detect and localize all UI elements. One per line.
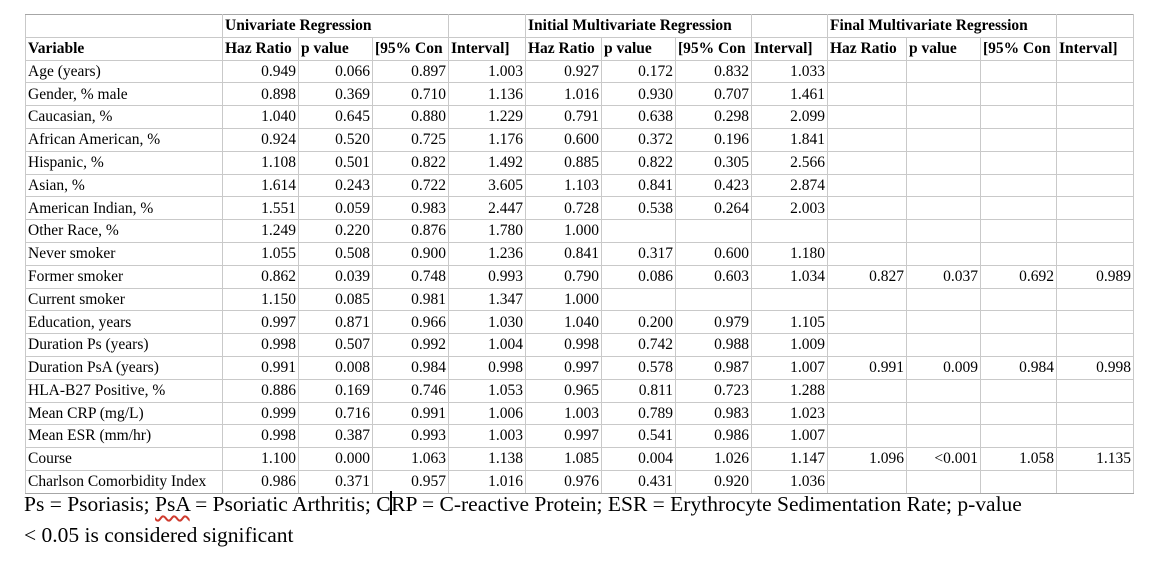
value-cell[interactable] [981, 311, 1057, 334]
value-cell[interactable] [1057, 242, 1134, 265]
value-cell[interactable]: 1.000 [526, 288, 602, 311]
value-cell[interactable] [1057, 197, 1134, 220]
value-cell[interactable]: 1.347 [449, 288, 526, 311]
value-cell[interactable]: 0.981 [373, 288, 449, 311]
value-cell[interactable]: 0.876 [373, 220, 449, 243]
variable-cell[interactable]: Course [26, 448, 223, 471]
value-cell[interactable]: 0.039 [299, 265, 373, 288]
value-cell[interactable]: 0.920 [676, 470, 752, 493]
value-cell[interactable] [907, 83, 981, 106]
column-header-haz-ratio[interactable]: Haz Ratio [526, 37, 602, 60]
value-cell[interactable]: 0.991 [223, 356, 299, 379]
regression-results-table [25, 14, 1134, 494]
variable-cell[interactable]: Never smoker [26, 242, 223, 265]
value-cell[interactable] [1057, 288, 1134, 311]
value-cell[interactable]: 0.979 [676, 311, 752, 334]
value-cell[interactable] [907, 334, 981, 357]
value-cell[interactable]: 1.138 [449, 448, 526, 471]
value-cell[interactable]: 1.288 [752, 379, 828, 402]
variable-cell[interactable]: Charlson Comorbidity Index [26, 470, 223, 493]
value-cell[interactable]: 0.986 [676, 425, 752, 448]
value-cell[interactable]: 0.991 [828, 356, 907, 379]
variable-cell[interactable]: Duration Ps (years) [26, 334, 223, 357]
value-cell[interactable] [676, 220, 752, 243]
value-cell[interactable]: 1.108 [223, 151, 299, 174]
value-cell[interactable]: 0.885 [526, 151, 602, 174]
column-header--95-con[interactable]: [95% Con [373, 37, 449, 60]
value-cell[interactable]: 0.998 [526, 334, 602, 357]
table-row [26, 334, 1134, 357]
value-cell[interactable] [907, 151, 981, 174]
value-cell[interactable]: 0.983 [373, 197, 449, 220]
value-cell[interactable]: 0.372 [602, 128, 676, 151]
value-cell[interactable]: 1.236 [449, 242, 526, 265]
value-cell[interactable]: 0.725 [373, 128, 449, 151]
value-cell[interactable] [828, 106, 907, 129]
value-cell[interactable]: 0.930 [602, 83, 676, 106]
value-cell[interactable]: 0.897 [373, 60, 449, 83]
value-cell[interactable]: 0.924 [223, 128, 299, 151]
value-cell[interactable] [907, 379, 981, 402]
value-cell[interactable] [907, 288, 981, 311]
value-cell[interactable]: 0.746 [373, 379, 449, 402]
value-cell[interactable]: 1.780 [449, 220, 526, 243]
table-row [26, 356, 1134, 379]
value-cell[interactable]: 1.003 [526, 402, 602, 425]
variable-cell[interactable]: Other Race, % [26, 220, 223, 243]
value-cell[interactable]: 1.492 [449, 151, 526, 174]
value-cell[interactable] [907, 174, 981, 197]
value-cell[interactable]: 1.551 [223, 197, 299, 220]
table-row [26, 288, 1134, 311]
value-cell[interactable] [1057, 334, 1134, 357]
value-cell[interactable]: 0.742 [602, 334, 676, 357]
value-cell[interactable] [828, 402, 907, 425]
variable-cell[interactable]: Gender, % male [26, 83, 223, 106]
value-cell[interactable]: 0.949 [223, 60, 299, 83]
value-cell[interactable] [1057, 425, 1134, 448]
variable-cell[interactable]: Former smoker [26, 265, 223, 288]
value-cell[interactable] [828, 334, 907, 357]
value-cell[interactable] [828, 83, 907, 106]
value-cell[interactable] [828, 288, 907, 311]
value-cell[interactable]: 1.150 [223, 288, 299, 311]
value-cell[interactable]: 1.000 [526, 220, 602, 243]
footnote-text-line2: < 0.05 is considered significant [24, 523, 294, 547]
footnote-misspelled-word: PsA [155, 492, 190, 516]
value-cell[interactable]: 1.007 [752, 356, 828, 379]
value-cell[interactable]: 1.040 [223, 106, 299, 129]
value-cell[interactable] [907, 197, 981, 220]
value-cell[interactable] [907, 128, 981, 151]
value-cell[interactable] [1057, 151, 1134, 174]
value-cell[interactable]: 0.880 [373, 106, 449, 129]
value-cell[interactable]: 0.645 [299, 106, 373, 129]
value-cell[interactable]: 0.243 [299, 174, 373, 197]
value-cell[interactable]: 0.086 [602, 265, 676, 288]
value-cell[interactable]: 2.003 [752, 197, 828, 220]
value-cell[interactable]: 0.988 [676, 334, 752, 357]
value-cell[interactable]: 1.180 [752, 242, 828, 265]
column-header--95-con[interactable]: [95% Con [676, 37, 752, 60]
value-cell[interactable]: 1.058 [981, 448, 1057, 471]
value-cell[interactable] [828, 128, 907, 151]
value-cell[interactable]: 0.387 [299, 425, 373, 448]
table-head [26, 15, 1134, 61]
value-cell[interactable]: 2.566 [752, 151, 828, 174]
value-cell[interactable]: 1.229 [449, 106, 526, 129]
value-cell[interactable]: 2.447 [449, 197, 526, 220]
value-cell[interactable] [1057, 220, 1134, 243]
section-title-1[interactable]: Univariate Regression [223, 15, 449, 38]
value-cell[interactable]: 0.305 [676, 151, 752, 174]
value-cell[interactable] [981, 60, 1057, 83]
value-cell[interactable]: 0.538 [602, 197, 676, 220]
value-cell[interactable] [981, 425, 1057, 448]
value-cell[interactable]: 0.992 [373, 334, 449, 357]
value-cell[interactable]: 0.722 [373, 174, 449, 197]
value-cell[interactable]: 0.997 [526, 356, 602, 379]
table-row [26, 197, 1134, 220]
table-row [26, 242, 1134, 265]
variable-cell[interactable]: Hispanic, % [26, 151, 223, 174]
value-cell[interactable] [907, 402, 981, 425]
value-cell[interactable] [828, 242, 907, 265]
value-cell[interactable]: 1.033 [752, 60, 828, 83]
value-cell[interactable]: 0.508 [299, 242, 373, 265]
value-cell[interactable] [1057, 106, 1134, 129]
value-cell[interactable] [907, 311, 981, 334]
value-cell[interactable]: 3.605 [449, 174, 526, 197]
value-cell[interactable] [1057, 128, 1134, 151]
variable-cell[interactable]: Asian, % [26, 174, 223, 197]
value-cell[interactable]: 0.898 [223, 83, 299, 106]
value-cell[interactable]: 0.004 [602, 448, 676, 471]
value-cell[interactable] [676, 288, 752, 311]
value-cell[interactable]: 1.023 [752, 402, 828, 425]
value-cell[interactable]: 0.822 [373, 151, 449, 174]
value-cell[interactable]: 1.614 [223, 174, 299, 197]
value-cell[interactable]: 1.003 [449, 60, 526, 83]
value-cell[interactable] [907, 425, 981, 448]
value-cell[interactable] [828, 311, 907, 334]
value-cell[interactable] [1057, 379, 1134, 402]
table-row [26, 448, 1134, 471]
value-cell[interactable]: 0.200 [602, 311, 676, 334]
value-cell[interactable]: 0.264 [676, 197, 752, 220]
value-cell[interactable]: 0.987 [676, 356, 752, 379]
value-cell[interactable]: 0.066 [299, 60, 373, 83]
value-cell[interactable] [981, 334, 1057, 357]
value-cell[interactable]: 1.096 [828, 448, 907, 471]
value-cell[interactable]: 0.748 [373, 265, 449, 288]
value-cell[interactable]: 0.999 [223, 402, 299, 425]
footnote-text-2: = Psoriatic Arthritis; C [189, 492, 391, 516]
value-cell[interactable]: 0.841 [602, 174, 676, 197]
value-cell[interactable]: 1.036 [752, 470, 828, 493]
value-cell[interactable]: 1.085 [526, 448, 602, 471]
value-cell[interactable] [602, 288, 676, 311]
variable-cell[interactable]: Mean ESR (mm/hr) [26, 425, 223, 448]
value-cell[interactable]: 0.369 [299, 83, 373, 106]
table-row [26, 128, 1134, 151]
value-cell[interactable]: 0.371 [299, 470, 373, 493]
value-cell[interactable]: 1.100 [223, 448, 299, 471]
value-cell[interactable]: 1.055 [223, 242, 299, 265]
value-cell[interactable] [1057, 83, 1134, 106]
value-cell[interactable]: 0.998 [223, 425, 299, 448]
footnote-text-1: Ps = Psoriasis; [24, 492, 156, 516]
value-cell[interactable]: 0.431 [602, 470, 676, 493]
table-row [26, 106, 1134, 129]
value-cell[interactable] [1057, 470, 1134, 493]
value-cell[interactable]: 0.600 [526, 128, 602, 151]
value-cell[interactable]: 0.832 [676, 60, 752, 83]
column-header-p-value[interactable]: p value [907, 37, 981, 60]
value-cell[interactable]: 1.063 [373, 448, 449, 471]
value-cell[interactable]: 0.983 [676, 402, 752, 425]
table-body [26, 60, 1134, 493]
value-cell[interactable]: 1.176 [449, 128, 526, 151]
value-cell[interactable]: 0.993 [449, 265, 526, 288]
value-cell[interactable]: 0.507 [299, 334, 373, 357]
value-cell[interactable] [981, 220, 1057, 243]
value-cell[interactable]: 0.707 [676, 83, 752, 106]
table-row [26, 402, 1134, 425]
value-cell[interactable]: 1.135 [1057, 448, 1134, 471]
value-cell[interactable] [1057, 174, 1134, 197]
value-cell[interactable] [828, 197, 907, 220]
value-cell[interactable] [981, 242, 1057, 265]
value-cell[interactable] [907, 106, 981, 129]
footnote-text-3: RP = C-reactive Protein; ESR = Erythrocyte Sedimentation Rate; p-value [391, 492, 1022, 516]
table-row [26, 379, 1134, 402]
value-cell[interactable]: 0.900 [373, 242, 449, 265]
value-cell[interactable]: 0.791 [526, 106, 602, 129]
variable-cell[interactable]: American Indian, % [26, 197, 223, 220]
value-cell[interactable]: 0.169 [299, 379, 373, 402]
value-cell[interactable]: 1.030 [449, 311, 526, 334]
value-cell[interactable] [602, 220, 676, 243]
value-cell[interactable]: 1.026 [676, 448, 752, 471]
column-header-interval-[interactable]: Interval] [752, 37, 828, 60]
value-cell[interactable] [981, 83, 1057, 106]
value-cell[interactable]: 0.789 [602, 402, 676, 425]
value-cell[interactable]: 0.172 [602, 60, 676, 83]
value-cell[interactable] [907, 242, 981, 265]
value-cell[interactable]: 1.006 [449, 402, 526, 425]
value-cell[interactable]: 0.871 [299, 311, 373, 334]
value-cell[interactable]: 0.317 [602, 242, 676, 265]
value-cell[interactable] [1057, 311, 1134, 334]
value-cell[interactable]: 1.136 [449, 83, 526, 106]
value-cell[interactable]: 0.984 [981, 356, 1057, 379]
value-cell[interactable]: 0.710 [373, 83, 449, 106]
value-cell[interactable]: 0.997 [526, 425, 602, 448]
variable-cell[interactable]: Current smoker [26, 288, 223, 311]
column-header-haz-ratio[interactable]: Haz Ratio [828, 37, 907, 60]
value-cell[interactable]: 0.692 [981, 265, 1057, 288]
value-cell[interactable]: 0.541 [602, 425, 676, 448]
section-spacer-cell[interactable] [449, 15, 526, 38]
value-cell[interactable] [907, 220, 981, 243]
value-cell[interactable] [981, 128, 1057, 151]
corner-cell[interactable] [26, 15, 223, 38]
value-cell[interactable]: 0.037 [907, 265, 981, 288]
value-cell[interactable]: 0.520 [299, 128, 373, 151]
value-cell[interactable] [752, 220, 828, 243]
section-header-row [26, 15, 1134, 38]
value-cell[interactable]: 0.827 [828, 265, 907, 288]
value-cell[interactable]: 0.989 [1057, 265, 1134, 288]
value-cell[interactable] [828, 425, 907, 448]
value-cell[interactable]: 0.997 [223, 311, 299, 334]
column-header--95-con[interactable]: [95% Con [981, 37, 1057, 60]
column-header-interval-[interactable]: Interval] [1057, 37, 1134, 60]
value-cell[interactable]: 0.998 [223, 334, 299, 357]
column-header-p-value[interactable]: p value [602, 37, 676, 60]
value-cell[interactable]: <0.001 [907, 448, 981, 471]
value-cell[interactable]: 2.874 [752, 174, 828, 197]
variable-column-header[interactable]: Variable [26, 37, 223, 60]
table-row [26, 83, 1134, 106]
variable-cell[interactable]: Age (years) [26, 60, 223, 83]
value-cell[interactable]: 1.147 [752, 448, 828, 471]
value-cell[interactable] [981, 288, 1057, 311]
table-row [26, 425, 1134, 448]
value-cell[interactable]: 0.423 [676, 174, 752, 197]
value-cell[interactable] [981, 402, 1057, 425]
value-cell[interactable] [907, 60, 981, 83]
value-cell[interactable]: 0.841 [526, 242, 602, 265]
column-header-p-value[interactable]: p value [299, 37, 373, 60]
value-cell[interactable]: 0.790 [526, 265, 602, 288]
value-cell[interactable]: 1.034 [752, 265, 828, 288]
value-cell[interactable]: 0.600 [676, 242, 752, 265]
value-cell[interactable]: 0.993 [373, 425, 449, 448]
value-cell[interactable]: 0.991 [373, 402, 449, 425]
value-cell[interactable] [981, 197, 1057, 220]
value-cell[interactable]: 1.004 [449, 334, 526, 357]
variable-cell[interactable]: Caucasian, % [26, 106, 223, 129]
value-cell[interactable]: 1.003 [449, 425, 526, 448]
value-cell[interactable]: 0.638 [602, 106, 676, 129]
value-cell[interactable] [981, 379, 1057, 402]
value-cell[interactable]: 1.040 [526, 311, 602, 334]
column-header-interval-[interactable]: Interval] [449, 37, 526, 60]
value-cell[interactable]: 0.965 [526, 379, 602, 402]
value-cell[interactable]: 0.811 [602, 379, 676, 402]
value-cell[interactable]: 0.008 [299, 356, 373, 379]
value-cell[interactable]: 1.461 [752, 83, 828, 106]
value-cell[interactable]: 1.105 [752, 311, 828, 334]
value-cell[interactable]: 0.196 [676, 128, 752, 151]
section-spacer-cell[interactable] [1057, 15, 1134, 38]
value-cell[interactable]: 1.009 [752, 334, 828, 357]
value-cell[interactable]: 1.016 [449, 470, 526, 493]
value-cell[interactable] [981, 174, 1057, 197]
value-cell[interactable]: 1.841 [752, 128, 828, 151]
value-cell[interactable]: 0.728 [526, 197, 602, 220]
value-cell[interactable]: 1.103 [526, 174, 602, 197]
value-cell[interactable]: 0.986 [223, 470, 299, 493]
value-cell[interactable] [828, 220, 907, 243]
value-cell[interactable]: 0.603 [676, 265, 752, 288]
value-cell[interactable] [981, 106, 1057, 129]
value-cell[interactable]: 1.053 [449, 379, 526, 402]
section-title-3[interactable]: Final Multivariate Regression [828, 15, 1057, 38]
value-cell[interactable]: 0.998 [1057, 356, 1134, 379]
table-row [26, 311, 1134, 334]
value-cell[interactable]: 0.984 [373, 356, 449, 379]
value-cell[interactable]: 0.085 [299, 288, 373, 311]
value-cell[interactable]: 0.716 [299, 402, 373, 425]
table-row [26, 151, 1134, 174]
variable-cell[interactable]: Mean CRP (mg/L) [26, 402, 223, 425]
column-header-row [26, 37, 1134, 60]
value-cell[interactable]: 0.966 [373, 311, 449, 334]
value-cell[interactable]: 0.822 [602, 151, 676, 174]
value-cell[interactable]: 0.220 [299, 220, 373, 243]
value-cell[interactable]: 0.578 [602, 356, 676, 379]
column-header-haz-ratio[interactable]: Haz Ratio [223, 37, 299, 60]
variable-cell[interactable]: African American, % [26, 128, 223, 151]
variable-cell[interactable]: HLA-B27 Positive, % [26, 379, 223, 402]
section-spacer-cell[interactable] [752, 15, 828, 38]
value-cell[interactable] [752, 288, 828, 311]
table-row [26, 220, 1134, 243]
value-cell[interactable] [1057, 402, 1134, 425]
value-cell[interactable]: 0.009 [907, 356, 981, 379]
value-cell[interactable]: 0.886 [223, 379, 299, 402]
value-cell[interactable]: 0.298 [676, 106, 752, 129]
section-title-2[interactable]: Initial Multivariate Regression [526, 15, 752, 38]
table-row [26, 265, 1134, 288]
value-cell[interactable] [828, 60, 907, 83]
value-cell[interactable]: 1.016 [526, 83, 602, 106]
value-cell[interactable]: 2.099 [752, 106, 828, 129]
value-cell[interactable] [981, 151, 1057, 174]
value-cell[interactable] [828, 151, 907, 174]
value-cell[interactable]: 1.249 [223, 220, 299, 243]
value-cell[interactable]: 0.998 [449, 356, 526, 379]
value-cell[interactable]: 0.000 [299, 448, 373, 471]
variable-cell[interactable]: Education, years [26, 311, 223, 334]
value-cell[interactable]: 0.059 [299, 197, 373, 220]
value-cell[interactable]: 0.957 [373, 470, 449, 493]
value-cell[interactable]: 0.927 [526, 60, 602, 83]
variable-cell[interactable]: Duration PsA (years) [26, 356, 223, 379]
value-cell[interactable]: 0.501 [299, 151, 373, 174]
footnote[interactable] [24, 489, 1022, 551]
value-cell[interactable]: 0.862 [223, 265, 299, 288]
value-cell[interactable] [1057, 60, 1134, 83]
value-cell[interactable]: 0.723 [676, 379, 752, 402]
table-row [26, 174, 1134, 197]
table-row [26, 60, 1134, 83]
value-cell[interactable]: 0.976 [526, 470, 602, 493]
value-cell[interactable] [828, 379, 907, 402]
value-cell[interactable] [828, 174, 907, 197]
value-cell[interactable]: 1.007 [752, 425, 828, 448]
